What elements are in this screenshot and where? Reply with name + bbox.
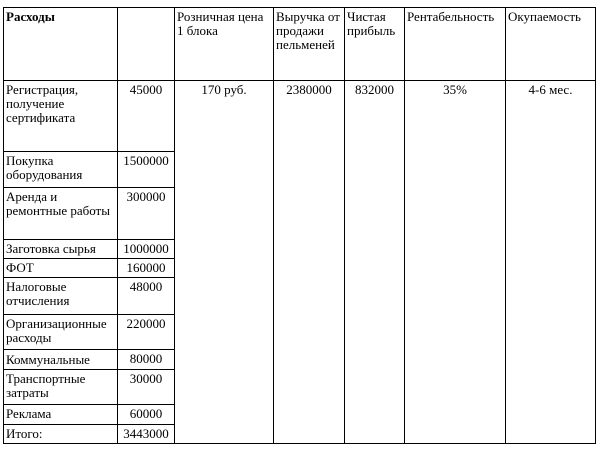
revenue-value: 2380000 [274, 81, 345, 444]
total-value: 3443000 [118, 424, 175, 443]
expense-value: 220000 [118, 314, 175, 350]
expense-label: Коммунальные [4, 350, 118, 369]
expense-value: 60000 [118, 405, 175, 424]
expense-value: 1000000 [118, 239, 175, 258]
total-label: Итого: [4, 424, 118, 443]
retail-price-value: 170 руб. [175, 81, 274, 444]
expense-label: Транспортные затраты [4, 369, 118, 405]
expense-label: Регистрация, получение сертификата [4, 81, 118, 152]
expense-label: Налоговые отчисления [4, 278, 118, 315]
financial-table [3, 7, 596, 444]
expense-label: ФОТ [4, 259, 118, 278]
expense-label: Покупка оборудования [4, 152, 118, 188]
header-retail-price: Розничная цена 1 блока [175, 8, 274, 81]
expense-value: 160000 [118, 259, 175, 278]
expense-value: 30000 [118, 369, 175, 405]
expense-value: 80000 [118, 350, 175, 369]
header-expenses: Расходы [4, 8, 118, 81]
expense-value: 45000 [118, 81, 175, 152]
header-net-profit: Чистая прибыль [345, 8, 405, 81]
net-profit-value: 832000 [345, 81, 405, 444]
payback-value: 4-6 мес. [506, 81, 596, 444]
header-empty [118, 8, 175, 81]
expense-label: Реклама [4, 405, 118, 424]
expense-value: 48000 [118, 278, 175, 315]
header-revenue: Выручка от продажи пельменей [274, 8, 345, 81]
expense-value: 300000 [118, 187, 175, 239]
profitability-value: 35% [405, 81, 506, 444]
expense-label: Заготовка сырья [4, 239, 118, 258]
expense-label: Аренда и ремонтные работы [4, 187, 118, 239]
table-row [4, 81, 596, 152]
expense-value: 1500000 [118, 152, 175, 188]
header-payback: Окупаемость [506, 8, 596, 81]
expense-label: Организационные расходы [4, 314, 118, 350]
header-profitability: Рентабельность [405, 8, 506, 81]
header-row [4, 8, 596, 81]
